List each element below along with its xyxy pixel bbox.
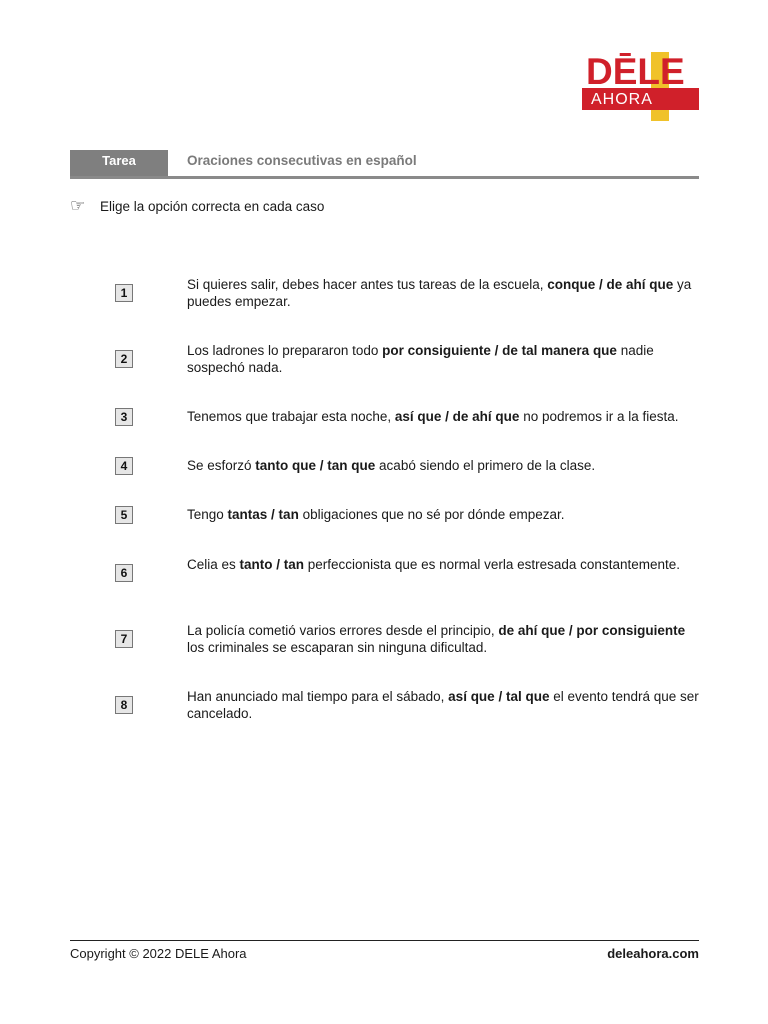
question-sentence xyxy=(187,506,699,523)
sentence-text: ya puedes empezar. xyxy=(187,277,692,309)
sentence-text: nadie sospechó nada. xyxy=(187,343,654,375)
site-link[interactable]: deleahora.com xyxy=(607,946,699,961)
question-sentence xyxy=(187,276,699,310)
task-title: Oraciones consecutivas en español xyxy=(187,153,417,168)
answer-options[interactable]: conque / de ahí que xyxy=(547,277,674,292)
sentence-text: Los ladrones lo prepararon todo xyxy=(187,343,383,358)
question-number: 8 xyxy=(115,696,133,714)
pointing-hand-icon: ☞ xyxy=(70,196,86,215)
sentence-text: La policía cometió varios errores desde el principio, xyxy=(187,623,499,638)
sentence-text: obligaciones que no sé por dónde empezar. xyxy=(298,507,565,522)
dele-ahora-logo xyxy=(582,50,699,122)
question-sentence xyxy=(187,342,699,376)
sentence-text: Celia es xyxy=(187,557,240,572)
question-sentence xyxy=(187,408,699,425)
question-sentence xyxy=(187,556,699,573)
question-number: 2 xyxy=(115,350,133,368)
answer-options[interactable]: de ahí que / por consiguiente xyxy=(498,623,686,638)
logo-bottom-text: AHORA xyxy=(591,91,653,108)
question-number: 5 xyxy=(115,506,133,524)
copyright-text: Copyright © 2022 DELE Ahora xyxy=(70,946,247,961)
question-number: 3 xyxy=(115,408,133,426)
sentence-text: Tengo xyxy=(187,507,228,522)
sentence-text: los criminales se escaparan sin ninguna dificultad. xyxy=(187,640,488,655)
sentence-text: Si quieres salir, debes hacer antes tus tareas de la escuela, xyxy=(187,277,548,292)
footer-rule xyxy=(70,940,699,941)
sentence-text: Tenemos que trabajar esta noche, xyxy=(187,409,395,424)
question-sentence xyxy=(187,688,699,722)
instruction xyxy=(70,196,324,216)
sentence-text: no podremos ir a la fiesta. xyxy=(519,409,679,424)
question-number: 6 xyxy=(115,564,133,582)
answer-options[interactable]: tantas / tan xyxy=(227,507,299,522)
question-sentence xyxy=(187,622,699,656)
question-number: 7 xyxy=(115,630,133,648)
header-rule xyxy=(70,176,699,179)
sentence-text: Han anunciado mal tiempo para el sábado, xyxy=(187,689,449,704)
instruction-text: Elige la opción correcta en cada caso xyxy=(100,198,325,214)
answer-options[interactable]: tanto / tan xyxy=(239,557,305,572)
sentence-text: el evento tendrá que ser cancelado. xyxy=(187,689,699,721)
answer-options[interactable]: por consiguiente / de tal manera que xyxy=(382,343,617,358)
answer-options[interactable]: así que / de ahí que xyxy=(394,409,520,424)
answer-options[interactable]: tanto que / tan que xyxy=(255,458,376,473)
sentence-text: acabó siendo el primero de la clase. xyxy=(375,458,596,473)
question-sentence xyxy=(187,457,699,474)
task-tab-label: Tarea xyxy=(70,150,168,176)
answer-options[interactable]: así que / tal que xyxy=(448,689,550,704)
sentence-text: Se esforzó xyxy=(187,458,256,473)
question-number: 4 xyxy=(115,457,133,475)
task-header xyxy=(70,150,699,179)
logo-top-text: DĒLE xyxy=(586,51,685,92)
question-number: 1 xyxy=(115,284,133,302)
sentence-text: perfeccionista que es normal verla estresada constantemente. xyxy=(304,557,680,572)
